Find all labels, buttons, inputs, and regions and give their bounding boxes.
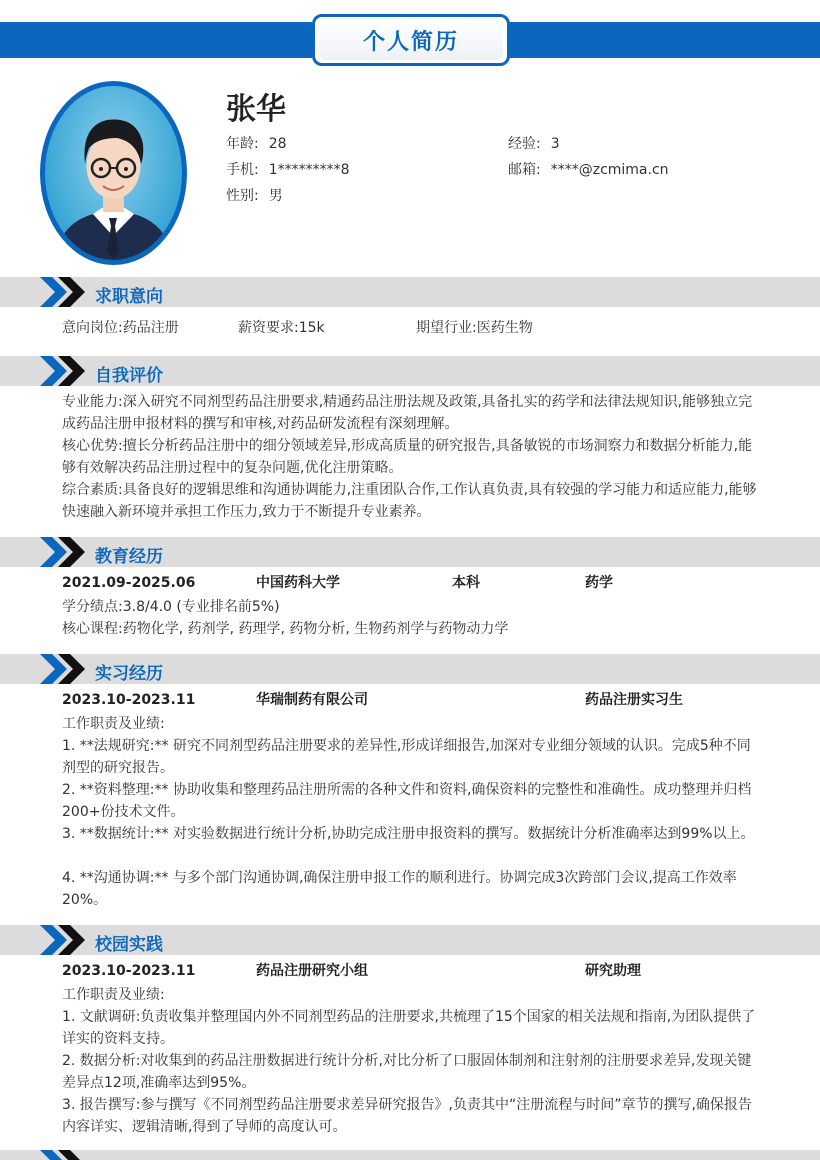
section-header-intent: [0, 277, 820, 307]
title-box: [312, 14, 510, 66]
self-eval-strength: 核心优势:擅长分析药品注册中的细分领域差异,形成高质量的研究报告,具备敏锐的市场洞察力和数据分析能力,能够有效解决药品注册过程中的复杂问题,优化注册策略。: [62, 438, 753, 476]
phone-row: [226, 160, 350, 180]
education-gpa: 学分绩点:3.8/4.0 (专业排名前5%): [62, 599, 280, 615]
internship-company: 华瑞制药有限公司: [256, 692, 368, 708]
internship-item: 4. **沟通协调:** 与多个部门沟通协调,确保注册申报工作的顺利进行。协调完成3次跨部门会议,提高工作效率20%。: [62, 870, 737, 908]
section-header-campus: [0, 925, 820, 955]
internship-duty-label: 工作职责及业绩:: [62, 716, 165, 732]
internship-date: 2023.10-2023.11: [62, 692, 196, 708]
email-label: 邮箱:: [508, 162, 541, 178]
section-header-education: [0, 537, 820, 567]
campus-item: 1. 文献调研:负责收集并整理国内外不同剂型药品的注册要求,共梳理了15个国家的相关法规和指南,为团队提供了详实的资料支持。: [62, 1009, 756, 1047]
candidate-name: 张华: [226, 92, 286, 127]
section-title: 校园实践: [95, 935, 163, 955]
avatar: [40, 81, 187, 265]
double-chevron-icon: [40, 537, 90, 567]
experience-row: [508, 134, 560, 154]
double-chevron-icon: [40, 356, 90, 386]
email-value: ****@zcmima.cn: [550, 162, 669, 178]
campus-item: 2. 数据分析:对收集到的药品注册数据进行统计分析,对比分析了口服固体制剂和注射剂的注册要求差异,发现关键差异点12项,准确率达到95%。: [62, 1053, 752, 1091]
section-title: 自我评价: [95, 366, 163, 386]
age-label: 年龄:: [226, 136, 259, 152]
intent-industry: 期望行业:医药生物: [416, 320, 533, 336]
phone-label: 手机:: [226, 162, 259, 178]
internship-item: 2. **资料整理:** 协助收集和整理药品注册所需的各种文件和资料,确保资料的完整性和准确性。成功整理并归档200+份技术文件。: [62, 782, 752, 820]
education-courses: 核心课程:药物化学, 药剂学, 药理学, 药物分析, 生物药剂学与药物动力学: [62, 621, 509, 637]
education-date: 2021.09-2025.06: [62, 575, 196, 591]
experience-value: 3: [550, 136, 560, 152]
section-header-partial: [0, 1150, 820, 1160]
self-eval-quality: 综合素质:具备良好的逻辑思维和沟通协调能力,注重团队合作,工作认真负责,具有较强的学习能力和适应能力,能够快速融入新环境并承担工作压力,致力于不断提升专业素养。: [62, 482, 757, 520]
internship-item: 1. **法规研究:** 研究不同剂型药品注册要求的差异性,形成详细报告,加深对专业细分领域的认识。完成5种不同剂型的研究报告。: [62, 738, 751, 776]
education-major: 药学: [585, 575, 613, 591]
campus-org: 药品注册研究小组: [256, 963, 368, 979]
page-title: 个人简历: [319, 20, 503, 60]
gender-value: 男: [268, 188, 283, 204]
self-eval-professional: 专业能力:深入研究不同剂型药品注册要求,精通药品注册法规及政策,具备扎实的药学和法律法规知识,能够独立完成药品注册申报材料的撰写和审核,对药品研发流程有深刻理解。: [62, 394, 753, 432]
intent-position: 意向岗位:药品注册: [62, 320, 179, 336]
double-chevron-icon: [40, 1150, 90, 1160]
campus-duty-label: 工作职责及业绩:: [62, 987, 165, 1003]
campus-item: 3. 报告撰写:参与撰写《不同剂型药品注册要求差异研究报告》,负责其中“注册流程与时间”章节的撰写,确保报告内容详实、逻辑清晰,得到了导师的高度认可。: [62, 1097, 752, 1135]
phone-value: 1*********8: [268, 162, 350, 178]
campus-role: 研究助理: [585, 963, 641, 979]
header-bar-left: [0, 22, 312, 58]
double-chevron-icon: [40, 277, 90, 307]
section-header-internship: [0, 654, 820, 684]
age-row: [226, 134, 287, 154]
section-header-self-eval: [0, 356, 820, 386]
email-row: [508, 160, 669, 180]
internship-role: 药品注册实习生: [585, 692, 683, 708]
internship-item: 3. **数据统计:** 对实验数据进行统计分析,协助完成注册申报资料的撰写。数据统计分析准确率达到99%以上。: [62, 826, 755, 842]
gender-row: [226, 186, 283, 206]
section-title: 教育经历: [95, 547, 163, 567]
intent-salary: 薪资要求:15k: [238, 320, 325, 336]
double-chevron-icon: [40, 654, 90, 684]
portrait-illustration: [45, 86, 182, 260]
section-title: 求职意向: [95, 287, 163, 307]
header-bar-right: [510, 22, 820, 58]
education-school: 中国药科大学: [256, 575, 340, 591]
campus-date: 2023.10-2023.11: [62, 963, 196, 979]
section-title: 实习经历: [95, 664, 163, 684]
double-chevron-icon: [40, 925, 90, 955]
education-degree: 本科: [452, 575, 480, 591]
experience-label: 经验:: [508, 136, 541, 152]
age-value: 28: [268, 136, 287, 152]
gender-label: 性别:: [226, 188, 259, 204]
